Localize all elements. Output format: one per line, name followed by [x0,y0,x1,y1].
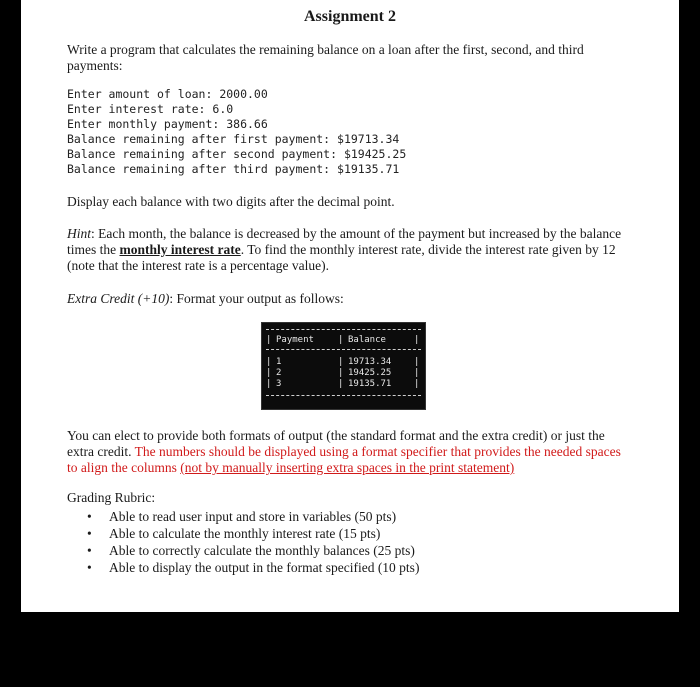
rubric-item [87,525,419,542]
formats-note [67,428,627,476]
formats-note-red-text: The numbers should be displayed using a format specifier that provides the needed spaces to align the columns [67,444,621,475]
rubric-item [87,542,419,559]
rubric-item-text: Able to display the output in the format specified (10 pts) [109,560,420,575]
bullet-icon: • [87,509,92,524]
table-cell-payment: 2 [276,368,282,378]
bullet-icon: • [87,560,92,575]
table-divider: | [266,368,272,378]
hint-paragraph [67,226,627,274]
document-page [21,0,679,612]
terminal-output-image [261,322,426,410]
table-divider: | [338,357,344,367]
sample-output-line: Balance remaining after first payment: $19713.34 [67,132,400,146]
display-note: Display each balance with two digits after the decimal point. [67,194,395,209]
sample-output-block [67,87,406,177]
table-border-bottom [266,395,421,396]
sample-output-line: Balance remaining after second payment: $19425.25 [67,147,407,161]
hint-emphasis: monthly interest rate [119,242,241,257]
table-divider: | [414,357,420,367]
table-divider: | [338,335,344,345]
table-divider: | [414,379,420,389]
intro-paragraph: Write a program that calculates the remaining balance on a loan after the first, second, and third payments: [67,42,584,73]
page-title: Assignment 2 [303,8,396,25]
extra-credit-label: Extra Credit (+10) [67,291,170,306]
hint-text-2: . To find the monthly interest rate, divide the interest rate given by 12 (note that the interest rate is a percentage value). [67,242,616,273]
rubric-item-text: Able to calculate the monthly interest rate (15 pts) [109,526,381,541]
table-divider: | [266,357,272,367]
table-divider: | [338,379,344,389]
table-border-mid [266,349,421,350]
table-cell-balance: 19135.71 [348,379,392,389]
table-divider: | [266,379,272,389]
table-cell-balance: 19425.25 [348,368,392,378]
rubric-item [87,508,419,525]
sample-output-line: Balance remaining after third payment: $19135.71 [67,162,400,176]
hint-label: Hint [67,226,92,241]
rubric-title: Grading Rubric: [67,490,156,505]
rubric-item [87,559,419,576]
table-divider: | [414,335,420,345]
sample-output-line: Enter amount of loan: 2000.00 [67,87,268,101]
rubric-item-text: Able to correctly calculate the monthly balances (25 pts) [109,543,415,558]
table-divider: | [266,335,272,345]
table-cell-payment: 1 [276,357,282,367]
formats-note-text: You can elect to provide both formats of output (the standard format and the extra credit) or just the extra credit. [67,428,605,459]
rubric-item-text: Able to read user input and store in variables (50 pts) [109,509,397,524]
rubric-list [87,508,419,576]
table-divider: | [414,368,420,378]
sample-output-line: Enter interest rate: 6.0 [67,102,234,116]
hint-text-1: : Each month, the balance is decreased by the amount of the payment but increased by the balance times the [67,226,622,257]
table-divider: | [338,368,344,378]
table-header-balance: Balance [348,335,386,345]
bullet-icon: • [87,526,92,541]
bullet-icon: • [87,543,92,558]
table-header-payment: Payment [276,335,314,345]
formats-note-red-underline: (not by manually inserting extra spaces in the print statement) [180,460,515,475]
table-border-top [266,329,421,330]
sample-output-line: Enter monthly payment: 386.66 [67,117,268,131]
table-cell-payment: 3 [276,379,282,389]
extra-credit-paragraph [67,291,627,307]
extra-credit-text: : Format your output as follows: [169,291,344,306]
table-cell-balance: 19713.34 [348,357,392,367]
